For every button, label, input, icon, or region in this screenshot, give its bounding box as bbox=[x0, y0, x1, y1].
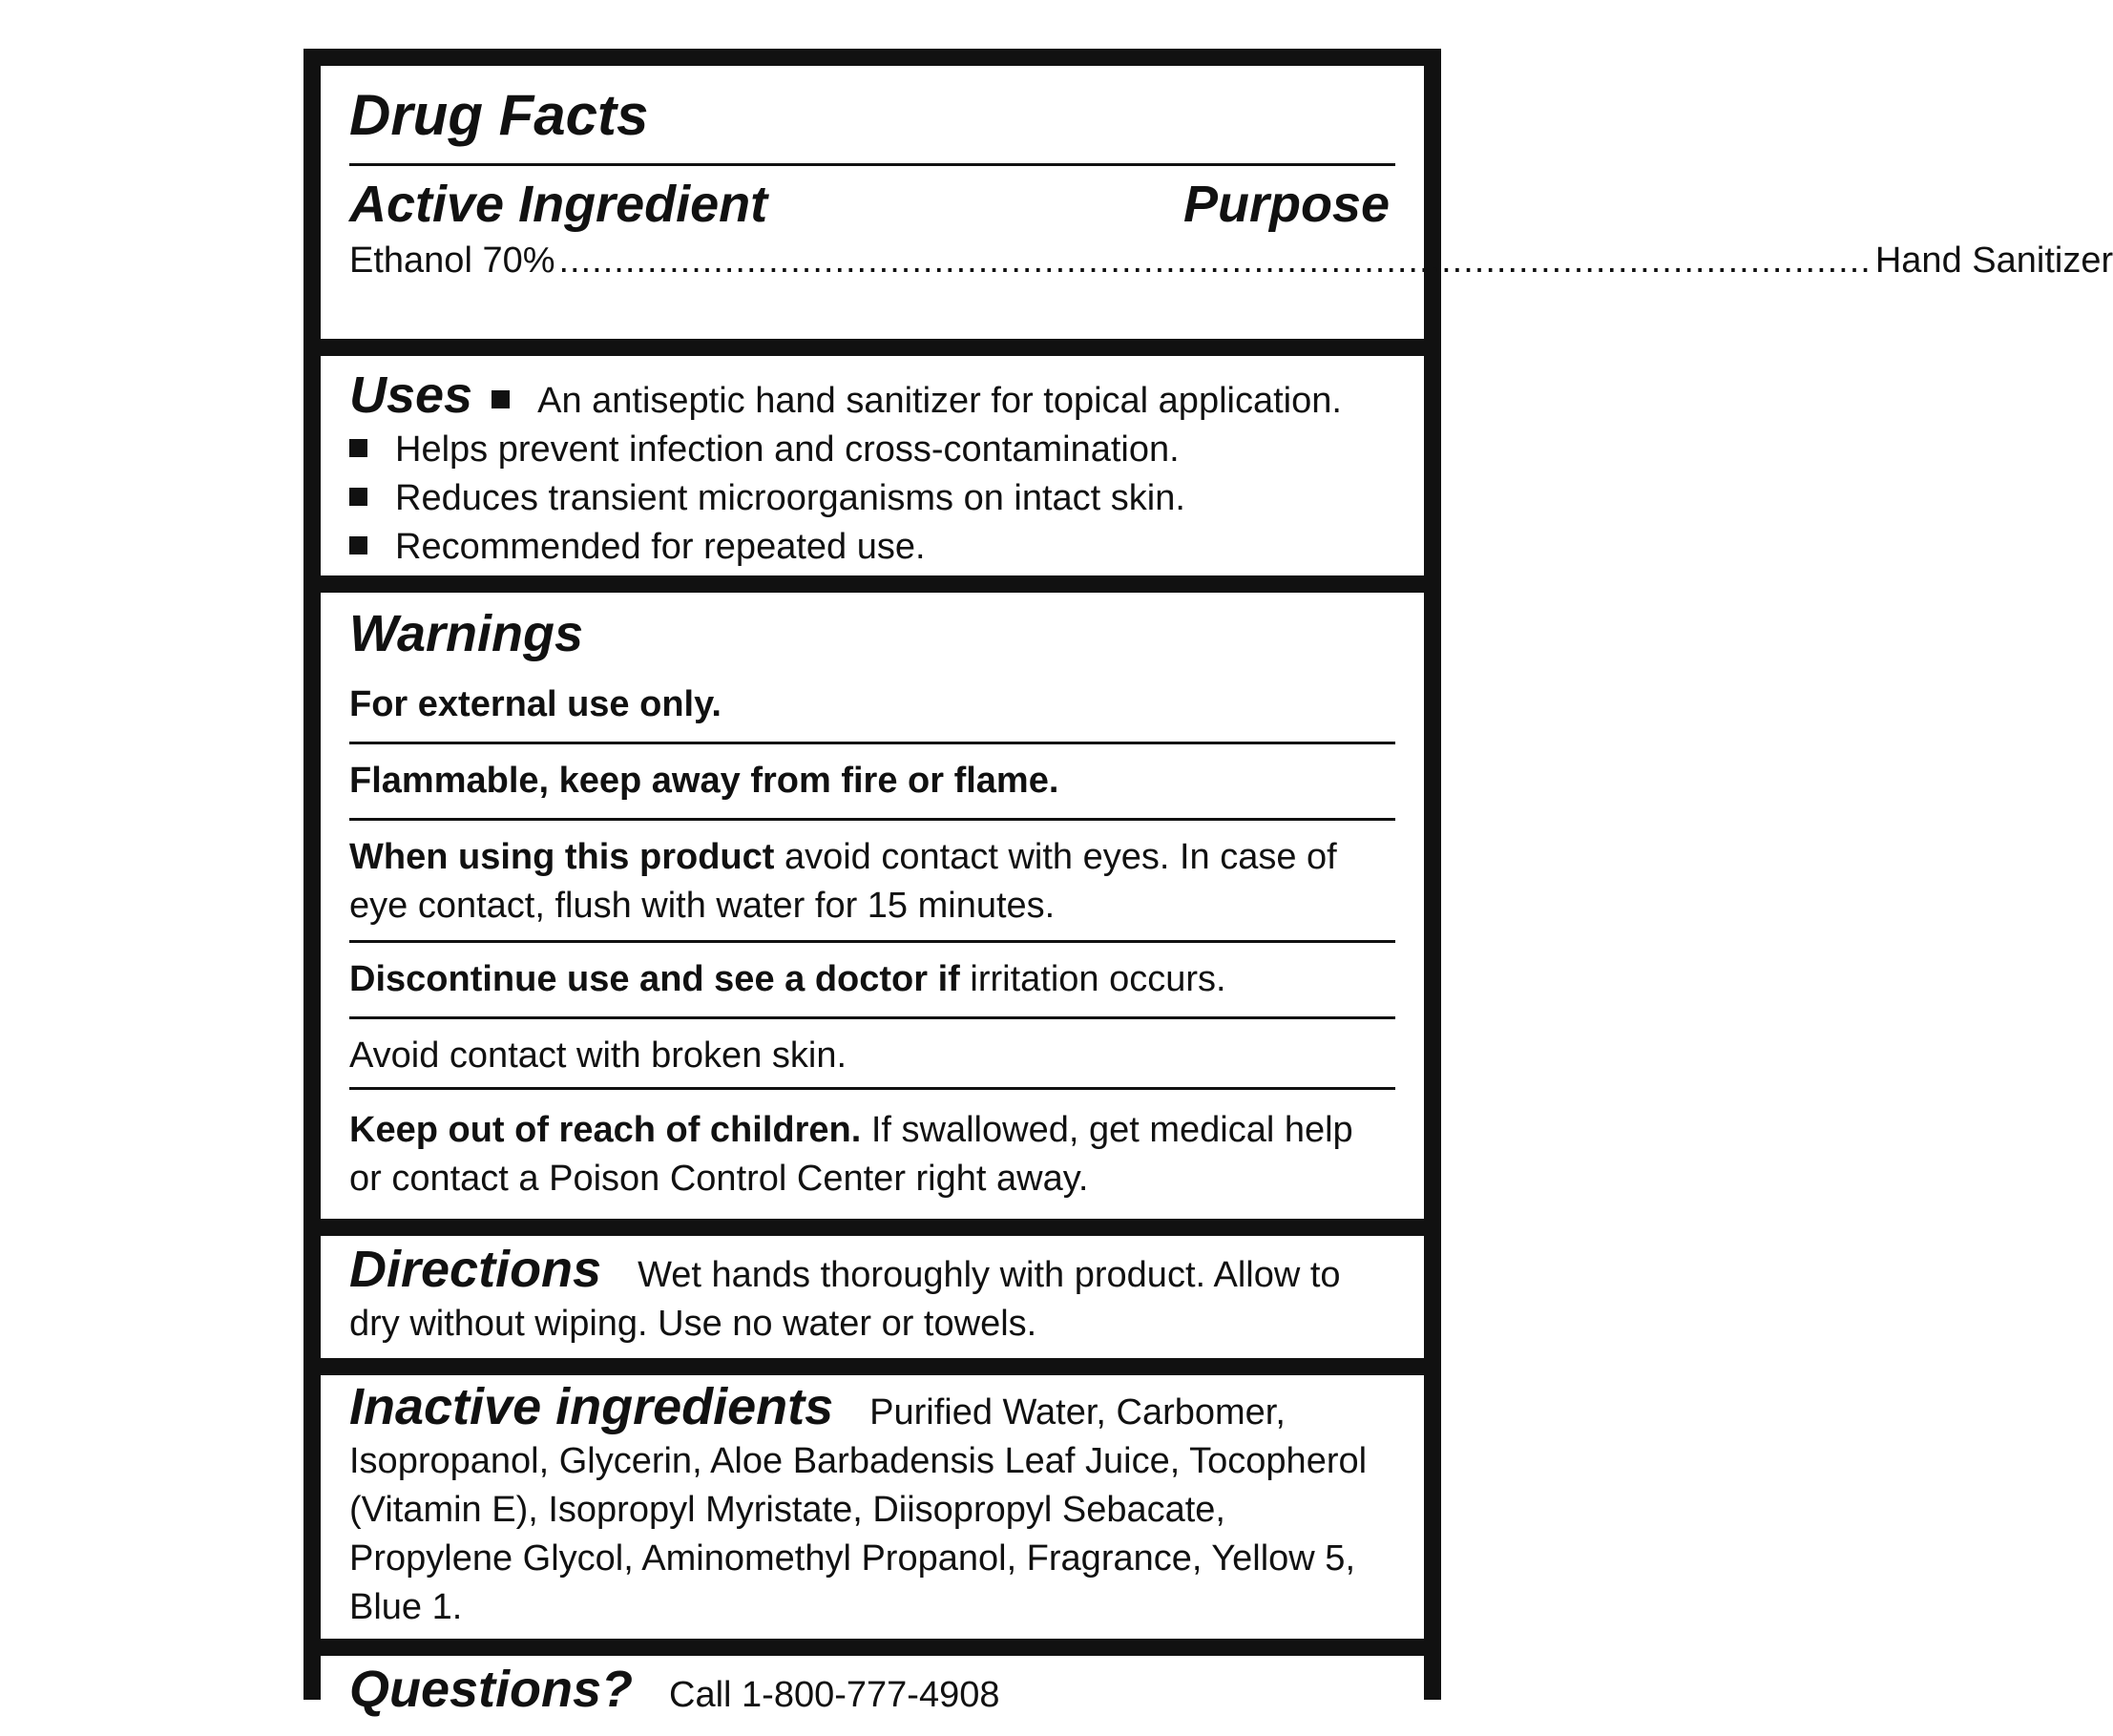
directions-panel bbox=[321, 1236, 1424, 1358]
warning-discontinue-bold: Discontinue use and see a doctor if bbox=[349, 959, 960, 999]
warning-when-using-text: avoid contact with eyes. In case of eye contact, flush with water for 15 minutes. bbox=[349, 837, 1337, 926]
warnings-heading: Warnings bbox=[349, 605, 584, 662]
warning-divider bbox=[349, 818, 1395, 821]
warning-keep-out-text: If swallowed, get medical help or contact a Poison Control Center right away. bbox=[349, 1110, 1353, 1199]
questions-heading: Questions? bbox=[349, 1661, 634, 1718]
directions-text: Wet hands thoroughly with product. Allow to dry without wiping. Use no water or towels. bbox=[349, 1255, 1341, 1344]
warning-keep-out bbox=[349, 1106, 1395, 1203]
drug-facts-title: Drug Facts bbox=[349, 83, 649, 147]
warning-divider bbox=[349, 742, 1395, 744]
directions-heading: Directions bbox=[349, 1241, 602, 1298]
questions-phone: Call 1-800-777-4908 bbox=[669, 1675, 1000, 1715]
warning-external-use: For external use only. bbox=[349, 684, 722, 724]
list-item bbox=[349, 523, 1414, 572]
questions-text-block bbox=[349, 1663, 1395, 1720]
inactive-ingredients-panel bbox=[321, 1375, 1424, 1639]
uses-item-text: Helps prevent infection and cross-contamination. bbox=[395, 429, 1180, 470]
warnings-panel bbox=[321, 593, 1424, 1219]
warning-when-using bbox=[349, 833, 1395, 931]
square-bullet-icon bbox=[349, 536, 367, 554]
warning-broken-skin: Avoid contact with broken skin. bbox=[349, 1035, 847, 1076]
uses-item-text: An antiseptic hand sanitizer for topical application. bbox=[537, 381, 1342, 421]
questions-panel bbox=[321, 1656, 1424, 1732]
square-bullet-icon bbox=[349, 439, 367, 457]
warning-divider bbox=[349, 1087, 1395, 1090]
warning-divider bbox=[349, 1016, 1395, 1019]
uses-heading: Uses bbox=[349, 366, 473, 424]
uses-item-text: Recommended for repeated use. bbox=[395, 527, 926, 567]
leader-dots: ....................................................................................................................... bbox=[558, 241, 1872, 281]
purpose-heading: Purpose bbox=[1182, 176, 1390, 233]
square-bullet-icon bbox=[492, 390, 510, 408]
square-bullet-icon bbox=[349, 488, 367, 506]
warning-flammable: Flammable, keep away from fire or flame. bbox=[349, 761, 1059, 801]
uses-item-text: Reduces transient microorganisms on intact skin. bbox=[395, 478, 1185, 518]
uses-panel bbox=[321, 356, 1424, 575]
warning-divider bbox=[349, 940, 1395, 943]
inactive-ingredients-heading: Inactive ingredients bbox=[349, 1378, 834, 1435]
list-item bbox=[349, 426, 1414, 474]
drug-facts-label bbox=[303, 49, 2113, 1718]
inactive-ingredients-text: Purified Water, Carbomer, Isopropanol, Glycerin, Aloe Barbadensis Leaf Juice, Tocopherol (Vitamin E), Isopropyl Myristate, Diisopropyl Sebacate, Propylene Glycol, Aminomethyl Propanol, Fragrance, Yellow 5, Blue 1. bbox=[349, 1392, 1368, 1627]
warning-when-using-bold: When using this product bbox=[349, 837, 775, 877]
active-ingredient-purpose: Hand Sanitizer bbox=[1874, 241, 2113, 281]
title-divider bbox=[349, 163, 1395, 166]
active-ingredient-row bbox=[349, 241, 2113, 282]
uses-list bbox=[349, 366, 1414, 572]
list-item bbox=[349, 366, 1414, 426]
active-ingredient-panel bbox=[321, 66, 2113, 339]
list-item bbox=[349, 474, 1414, 523]
warning-discontinue bbox=[349, 955, 1395, 1004]
inactive-text-block bbox=[349, 1378, 1395, 1632]
warning-keep-out-bold: Keep out of reach of children. bbox=[349, 1110, 862, 1150]
active-ingredient-name: Ethanol 70% bbox=[349, 241, 555, 281]
directions-text-block bbox=[349, 1241, 1395, 1349]
warning-discontinue-text: irritation occurs. bbox=[959, 959, 1226, 999]
active-ingredient-heading: Active Ingredient bbox=[349, 176, 768, 233]
